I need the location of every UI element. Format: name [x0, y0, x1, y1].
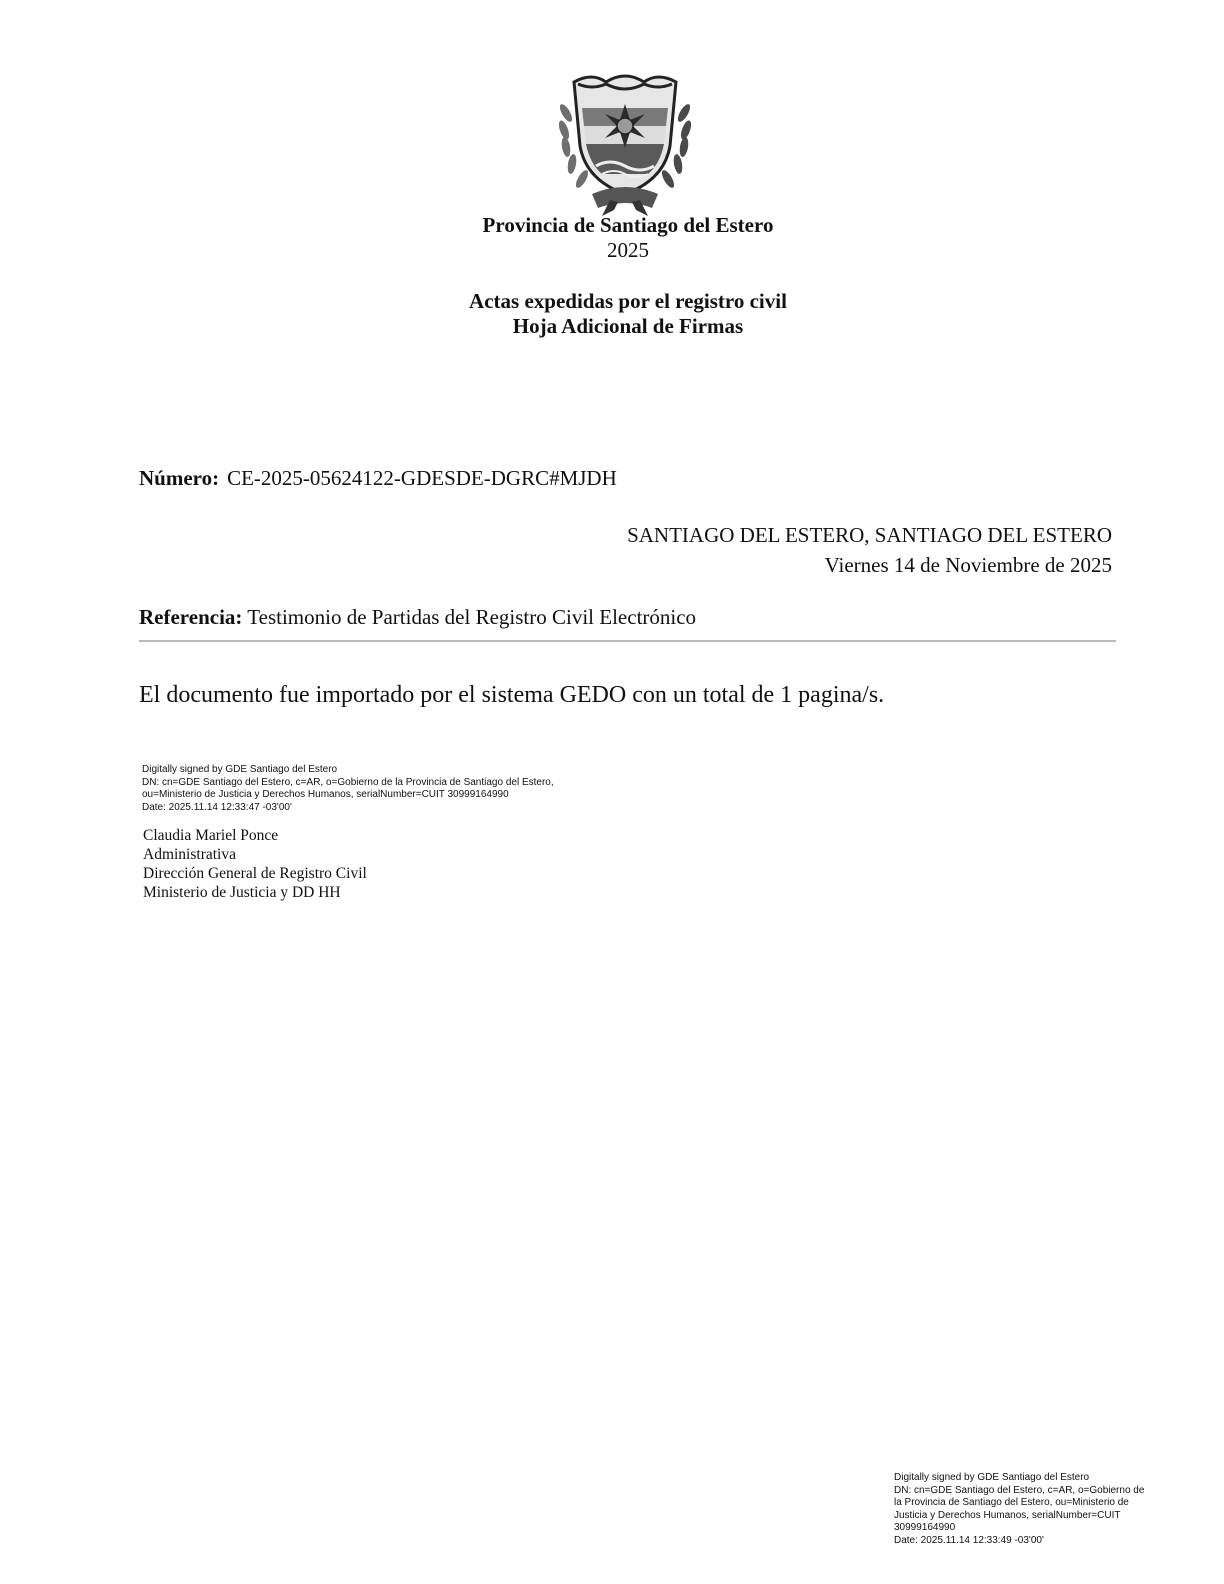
body-text: El documento fue importado por el sistema GEDO con un total de 1 pagina/s.	[139, 682, 885, 708]
signature-line: Date: 2025.11.14 12:33:49 -03'00'	[894, 1534, 1044, 1546]
signer-role: Administrativa	[143, 846, 236, 863]
signature-line: 30999164990	[894, 1522, 956, 1533]
footer-digital-signature-block	[894, 1472, 1149, 1547]
signature-line: DN: cn=GDE Santiago del Estero, c=AR, o=Gobierno de la Provincia de Santiago del Estero,	[142, 776, 554, 788]
document-year: 2025	[607, 238, 649, 262]
signer-department: Dirección General de Registro Civil	[143, 865, 367, 882]
digital-signature-block	[142, 764, 612, 814]
coat-of-arms-icon	[552, 68, 698, 216]
signature-line: Digitally signed by GDE Santiago del Estero	[894, 1472, 1090, 1483]
signature-line: la Provincia de Santiago del Estero, ou=Ministerio de	[894, 1497, 1129, 1508]
signature-line: ou=Ministerio de Justicia y Derechos Humanos, serialNumber=CUIT 30999164990	[142, 789, 509, 800]
reference-row	[139, 605, 696, 630]
signature-line: Date: 2025.11.14 12:33:47 -03'00'	[142, 801, 292, 813]
reference-label: Referencia:	[139, 605, 243, 629]
signature-line: Digitally signed by GDE Santiago del Estero	[142, 764, 338, 775]
document-number-row	[139, 466, 617, 491]
document-title: Actas expedidas por el registro civil	[469, 289, 787, 313]
signature-line: DN: cn=GDE Santiago del Estero, c=AR, o=Gobierno de	[894, 1484, 1145, 1496]
province-name: Provincia de Santiago del Estero	[482, 213, 774, 237]
document-subtitle: Hoja Adicional de Firmas	[512, 314, 744, 338]
signer-name: Claudia Mariel Ponce	[143, 827, 279, 844]
document-place: SANTIAGO DEL ESTERO, SANTIAGO DEL ESTERO	[627, 523, 1112, 547]
signer-ministry: Ministerio de Justicia y DD HH	[143, 884, 341, 901]
document-date: Viernes 14 de Noviembre de 2025	[824, 553, 1112, 577]
document-number-value: CE-2025-05624122-GDESDE-DGRC#MJDH	[227, 466, 617, 490]
divider	[139, 640, 1116, 642]
document-number-label: Número:	[139, 466, 220, 490]
signature-line: Justicia y Derechos Humanos, serialNumber=CUIT	[894, 1509, 1121, 1521]
signer-block	[143, 826, 367, 902]
reference-value: Testimonio de Partidas del Registro Civil Electrónico	[247, 605, 697, 629]
